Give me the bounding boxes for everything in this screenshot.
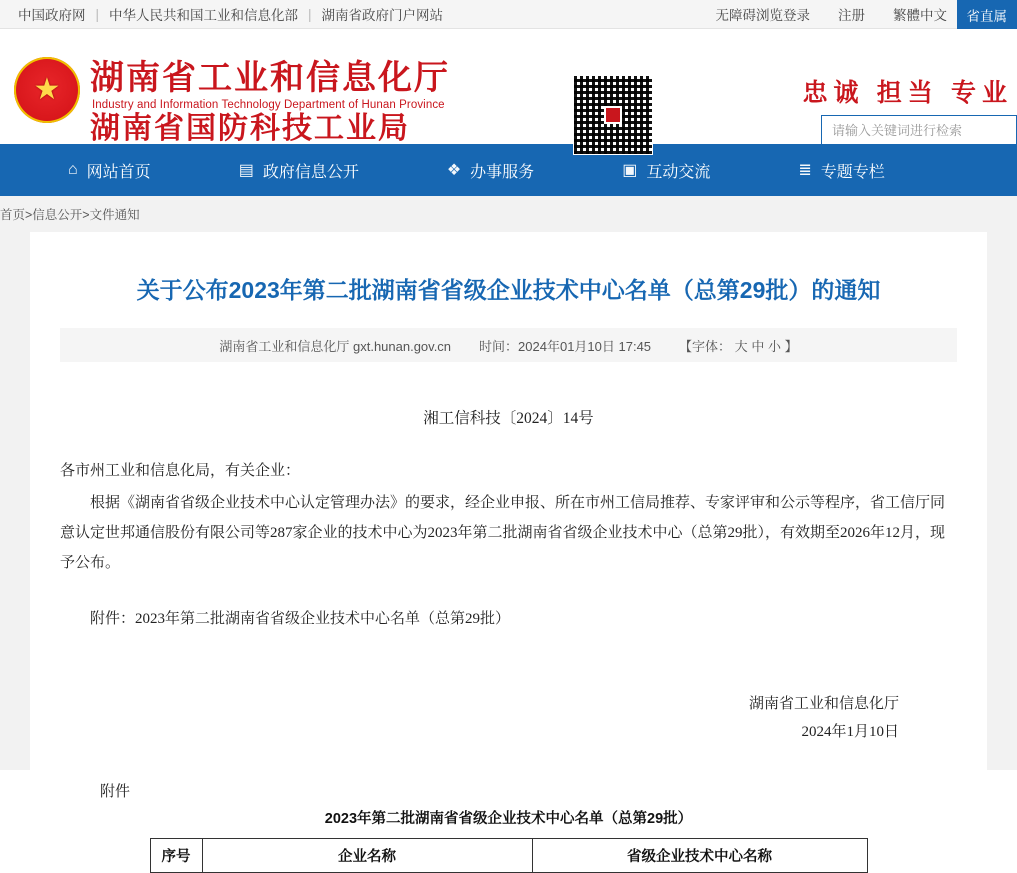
top-bar-divider: | <box>96 7 100 22</box>
body-paragraph-1: 根据《湖南省省级企业技术中心认定管理办法》的要求，经企业申报、所在市州工信局推荐、专家评审和公示等程序，省工信厅同意认定世邦通信股份有限公司等287家企业的技术中心为2023年第二批湖南省省级企业技术中心（总第29批），有效期至2026年12月，现予公布。 <box>60 488 957 578</box>
search-box[interactable] <box>821 115 1017 145</box>
article-body <box>60 456 957 634</box>
national-emblem-icon <box>14 57 80 123</box>
register-link[interactable]: 注册 <box>824 4 879 24</box>
nav-item-topics[interactable] <box>776 144 906 196</box>
top-link-hunan-gov[interactable]: 湖南省政府门户网站 <box>312 4 454 24</box>
attachment-label: 附件 <box>60 780 957 801</box>
top-bar-right-links <box>702 4 962 24</box>
accessibility-login-link[interactable]: 无障碍浏览登录 <box>702 4 825 24</box>
nav-label-interaction: 互动交流 <box>646 159 710 182</box>
top-bar-divider: | <box>308 7 312 22</box>
main-nav <box>0 144 1017 196</box>
top-bar-links <box>0 4 453 24</box>
article-time: 时间：2024年01月10日 17:45 <box>479 336 651 355</box>
table-header-row <box>150 839 867 873</box>
font-size-large[interactable]: 大 <box>735 339 748 354</box>
table-header-center-name: 省级企业技术中心名称 <box>532 839 867 873</box>
article-container <box>30 232 987 873</box>
provincial-direct-tab[interactable]: 省直属 <box>957 0 1017 29</box>
site-title-cn-secondary: 湖南省国防科技工业局 <box>90 112 450 147</box>
document-number: 湘工信科技〔2024〕14号 <box>60 406 957 428</box>
nav-label-home: 网站首页 <box>87 159 151 182</box>
site-title-en: Industry and Information Technology Department of Hunan Province <box>92 99 450 111</box>
attachment-table-title: 2023年第二批湖南省省级企业技术中心名单（总第29批） <box>60 807 957 828</box>
page-title: 关于公布2023年第二批湖南省省级企业技术中心名单（总第29批）的通知 <box>60 266 957 328</box>
signature-organization: 湖南省工业和信息化厅 <box>60 690 899 718</box>
font-size-control <box>679 336 798 355</box>
site-header <box>0 29 1017 144</box>
diamond-icon: ❖ <box>447 160 461 180</box>
nav-label-services: 办事服务 <box>470 159 534 182</box>
top-bar <box>0 0 1017 29</box>
nav-label-topics: 专题专栏 <box>821 159 885 182</box>
layers-icon: ≣ <box>798 160 811 180</box>
font-size-close-bracket: 】 <box>785 339 798 354</box>
breadcrumb[interactable]: 首页>信息公开>文件通知 <box>0 205 140 223</box>
top-link-miit[interactable]: 中华人民共和国工业和信息化部 <box>99 4 308 24</box>
top-link-gov-cn[interactable]: 中国政府网 <box>8 4 96 24</box>
nav-label-government-info: 政府信息公开 <box>263 159 359 182</box>
article-meta <box>60 328 957 362</box>
breadcrumb-bar <box>0 196 1017 232</box>
nav-item-home[interactable] <box>46 144 173 196</box>
site-slogan: 忠诚 担当 专业 <box>802 73 1013 109</box>
nav-item-services[interactable] <box>425 144 556 196</box>
font-size-label: 【字体： <box>679 339 731 354</box>
signature-date: 2024年1月10日 <box>60 718 899 746</box>
qr-code-center <box>604 106 622 124</box>
signature-block <box>60 690 957 746</box>
font-size-medium[interactable]: 中 <box>751 339 764 354</box>
nav-item-government-info[interactable] <box>217 144 381 196</box>
table-header-company: 企业名称 <box>202 839 532 873</box>
chat-icon: ▣ <box>622 160 637 180</box>
qr-code-icon <box>573 75 653 155</box>
site-title-block <box>90 59 450 147</box>
home-icon: ⌂ <box>68 161 78 179</box>
table-header-index: 序号 <box>150 839 202 873</box>
salutation: 各市州工业和信息化局，有关企业： <box>60 456 957 486</box>
document-icon: ▤ <box>239 160 254 180</box>
traditional-chinese-link[interactable]: 繁體中文 <box>879 4 961 24</box>
attachment-reference: 附件：2023年第二批湖南省省级企业技术中心名单（总第29批） <box>60 604 957 634</box>
article-source: 湖南省工业和信息化厅 gxt.hunan.gov.cn <box>219 336 451 355</box>
emblem-star: ★ <box>34 75 61 105</box>
search-input[interactable] <box>822 116 1016 144</box>
enterprise-list-table <box>150 838 868 873</box>
font-size-small[interactable]: 小 <box>768 339 781 354</box>
site-title-cn-primary: 湖南省工业和信息化厅 <box>90 59 450 98</box>
